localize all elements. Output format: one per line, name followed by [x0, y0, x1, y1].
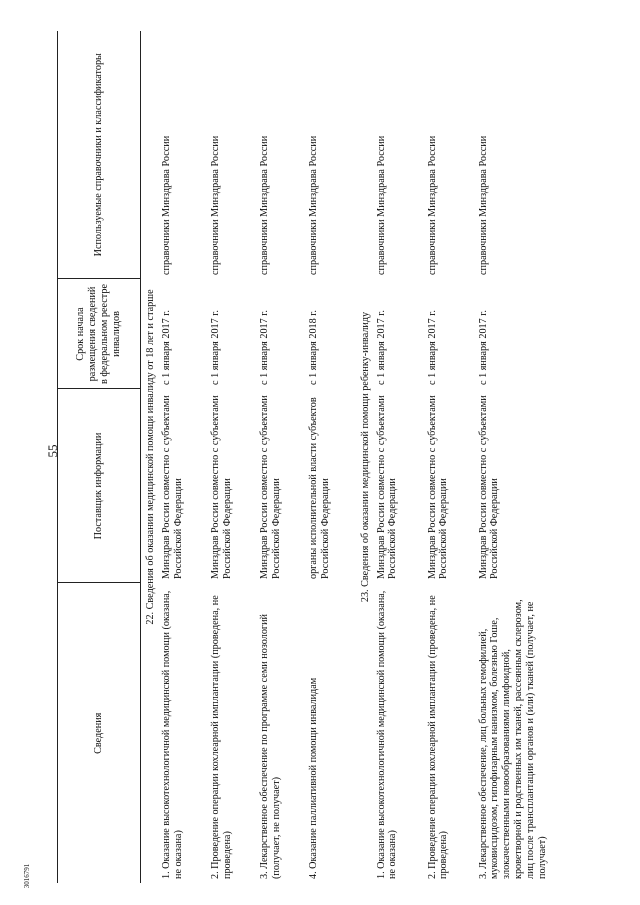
table-row	[426, 31, 477, 883]
table-cell-provider: органы исполнительной власти субъектов Российской Федерации	[307, 397, 331, 579]
table-cell-date: с 1 января 2017 г.	[160, 310, 172, 385]
table-cell-date: с 1 января 2017 г.	[258, 310, 270, 385]
page-number: 55	[45, 444, 60, 458]
table-cell-info: 3. Лекарственное обеспечение по программе семи нозологий (получает, не получает)	[258, 613, 282, 879]
header-start-date: Срок начала размещения сведений в федеральном реестре инвалидов	[58, 279, 141, 389]
table-cell-info: 2. Проведение операции кохлеарной имплантации (проведена, не проведена)	[426, 595, 450, 879]
header-provider: Поставщик информации	[58, 389, 141, 583]
table-cell-classifier: справочники Минздрава России	[258, 135, 270, 275]
table-cell-provider: Минздрав России совместно с субъектами Российской Федерации	[160, 395, 184, 579]
table-cell-classifier: справочники Минздрава России	[307, 135, 319, 275]
section-22-title-row	[141, 31, 160, 883]
table-cell-date: с 1 января 2017 г.	[209, 310, 221, 385]
table-row	[375, 31, 426, 883]
info-table	[57, 31, 580, 883]
table-cell-provider: Минздрав России совместно с субъектами Российской Федерации	[477, 395, 501, 579]
table-row	[477, 31, 580, 883]
table-cell-info: 4. Оказание паллиативной помощи инвалидам	[307, 677, 319, 879]
table-cell-date: с 1 января 2017 г.	[426, 310, 438, 385]
table-cell-date: с 1 января 2017 г.	[477, 310, 489, 385]
table-row	[258, 31, 307, 883]
rotated-table-container	[57, 31, 622, 883]
table-cell-classifier: справочники Минздрава России	[477, 135, 489, 275]
table-cell-date: с 1 января 2018 г.	[307, 310, 319, 385]
table-row	[209, 31, 258, 883]
table-header-row	[58, 31, 141, 883]
table-row	[307, 31, 356, 883]
table-cell-provider: Минздрав России совместно с субъектами Российской Федерации	[426, 395, 450, 579]
section-title: 22. Сведения об оказании медицинской помощи инвалиду от 18 лет и старше	[145, 289, 156, 625]
table-cell-info: 3. Лекарственное обеспечение, лиц больных гемофилией, муковисцидозом, гипофизарным нанизмом, болезнью Гоше, злокачественными новообразованиями лимфоидной, кроветворной и родственных им тканей, рассеянным склерозом, лиц после трансплантации органов и (или) тканей (получает, не получает)	[477, 599, 548, 879]
section-title: 23. Сведения об оказании медицинской помощи ребенку-инвалиду	[359, 311, 371, 603]
table-row	[160, 31, 209, 883]
table-cell-classifier: справочники Минздрава России	[426, 135, 438, 275]
section-23-title-row	[356, 31, 375, 883]
table-cell-info: 1. Оказание высокотехнологичной медицинской помощи (оказана, не оказана)	[375, 590, 399, 879]
table-cell-classifier: справочники Минздрава России	[160, 135, 172, 275]
table-cell-classifier: справочники Минздрава России	[209, 135, 221, 275]
table-cell-info: 2. Проведение операции кохлеарной имплантации (проведена, не проведена)	[209, 595, 233, 879]
table-cell-provider: Минздрав России совместно с субъектами Российской Федерации	[209, 395, 233, 579]
table-cell-provider: Минздрав России совместно с субъектами Российской Федерации	[258, 395, 282, 579]
table-cell-classifier: справочники Минздрава России	[375, 135, 387, 275]
table-cell-date: с 1 января 2017 г.	[375, 310, 387, 385]
document-code: 3016791	[23, 863, 31, 889]
header-info: Сведения	[58, 583, 141, 883]
table-cell-provider: Минздрав России совместно с субъектами Российской Федерации	[375, 395, 399, 579]
header-classifiers: Используемые справочники и классификаторы	[58, 31, 141, 279]
table-cell-info: 1. Оказание высокотехнологичной медицинской помощи (оказана, не оказана)	[160, 590, 184, 879]
